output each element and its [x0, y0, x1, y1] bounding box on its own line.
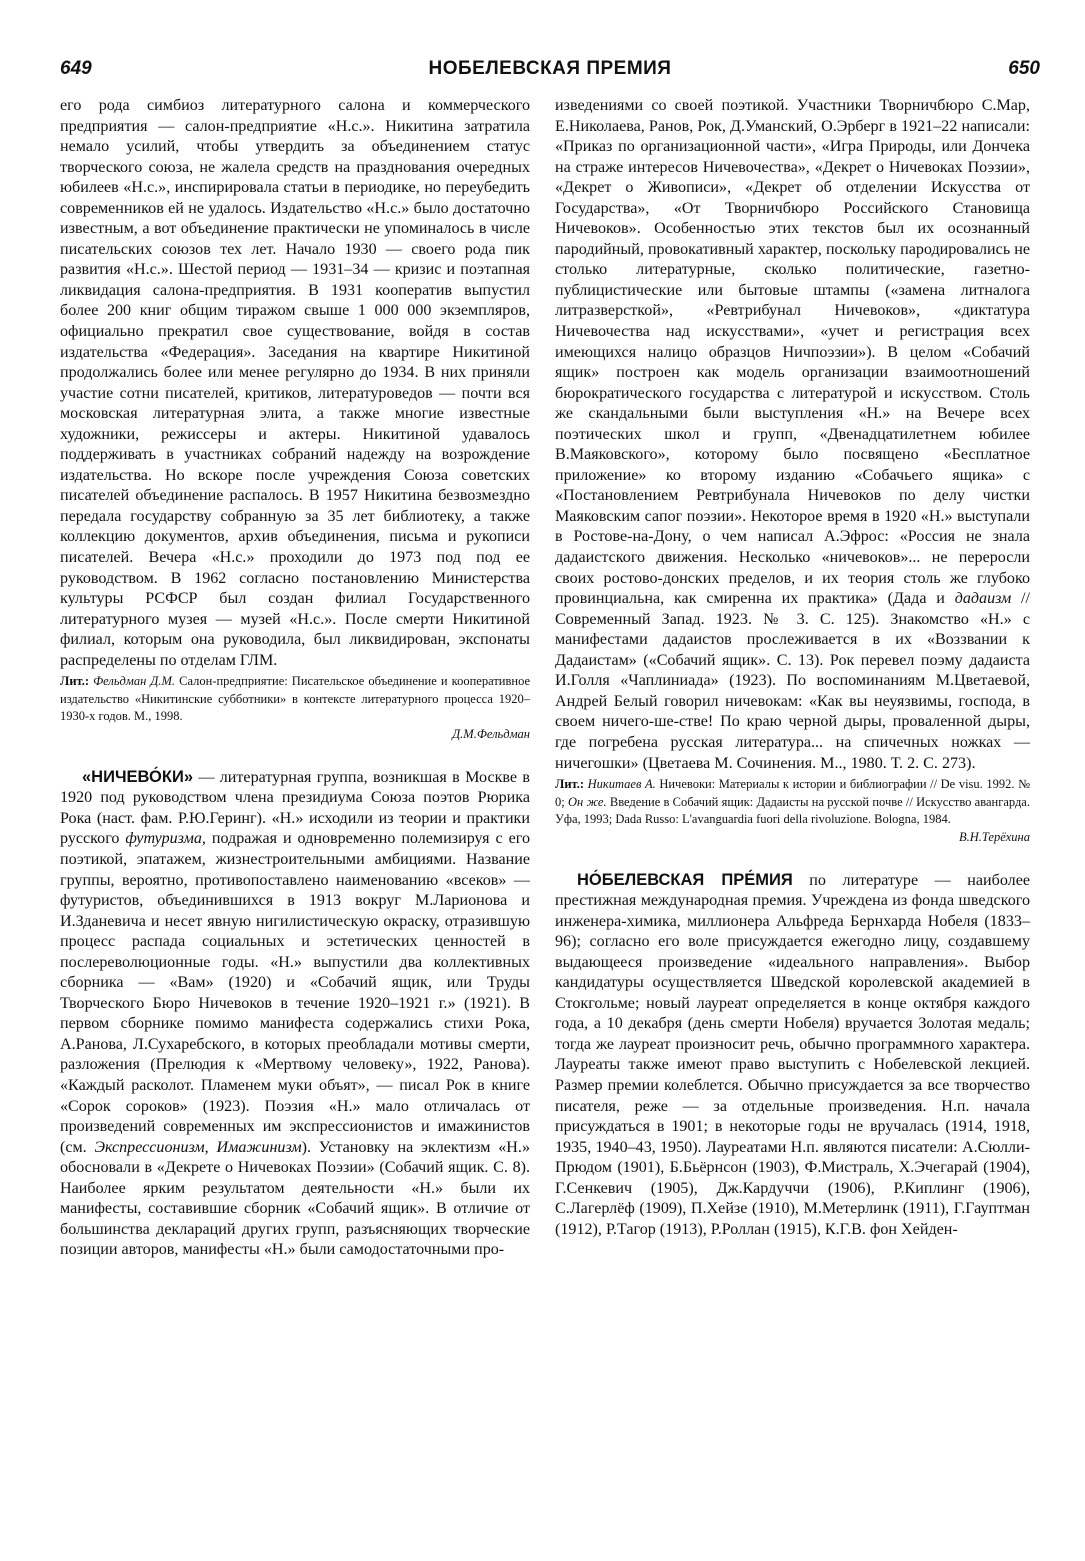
cross-reference: дадаизм: [954, 590, 1012, 608]
literature-text: Салон-предприятие: Писательское объединение и кооперативное издательство «Никитинские субботники» в контексте литературного процесса 1920–1930-х годов. М., 1998.: [60, 674, 531, 724]
literature-note: [555, 776, 1030, 829]
nikitin-entry-continuation: его рода симбиоз литературного салона и коммерческого предприятия — салон-предприятие «Н.с.». Никитина затратила немало усилий, чтобы утвердить за объединением статус творческого союза, не жалела средств на празднования очередных юбилеев «Н.с.», инспирировала статьи в периодике, но переубедить современников ей не удалось. Издательство «Н.с.» было достаточно известным, а вот объединение практически не упоминалось в числе писательских союзов тех лет. Начало 1930 — своего рода пик развития «Н.с.». Шестой период — 1931–34 — кризис и поэтапная ликвидация салона-предприятия. В 1931 кооператив выпустил более 200 книг общим тиражом свыше 1 000 000 экземпляров, официально прекратил свое существование, войдя в состав издательства «Федерация». Заседания на квартире Никитиной продолжались более или менее регулярно до 1934. В них приняли участие сотни писателей, критиков, литературоведов — почти вся московская литературная элита, а также многие известные художники, режиссеры и актеры. Никитиной удавалось поддерживать в участниках собраний надежду на возрождение издательства. Но вскоре после учреждения Союза советских писателей объединение распалось. В 1957 Никитина безвозмездно передала государству собранную за 35 лет библиотеку, а также коллекцию документов, архив объединения, письма и рукописи писателей. Вечера «Н.с.» проходили до 1973 под под ее руководством. В 1962 согласно постановлению Министерства культуры РСФСР был создан филиал Государственного литературного музея — музей «Н.с.». После смерти Никитиной филиал, которым она руководила, был ликвидирован, экспонаты распределены по отделам ГЛМ.: [60, 97, 530, 669]
entry-headword: НО́БЕЛЕВСКАЯ ПРЕ́МИЯ: [577, 870, 793, 889]
cross-reference: Экспрессионизм, Имажинизм: [94, 1138, 302, 1156]
cross-reference: футуризма,: [125, 830, 206, 848]
running-head: НОБЕЛЕВСКАЯ ПРЕМИЯ: [428, 58, 672, 79]
entry-text: по литературе — наиболее престижная международная премия. Учреждена из фонда шведского инженера-химика, миллионера Альфреда Бернхарда Нобеля (1833–96); согласно его воле присуждается ежегодно лицу, создавшему выдающееся произведение «идеального направления». Выбор кандидатуры осуществляется Шведской королевской академией в Стокгольме; новый лауреат определяется в конце октября каждого года, а 10 декабря (день смерти Нобеля) вручается Золотая медаль; тогда же лауреат произносит речь, обычно программного характера. Лауреаты также имеют право выступить с Нобелевской лекцией. Размер премии колеблется. Обычно присуждается за все творчество писателя, реже — за отдельные произведения. Н.п. начала присуждаться в 1901; в некоторые годы не вручалась (1914, 1918, 1935, 1940–43, 1950). Лауреатами Н.п. являются писатели: А.Сюлли-Прюдом (1901), Б.Бьёрнсон (1903), Ф.Мистраль, Х.Эчегарай (1904), Г.Сенкевич (1905), Дж.Кардуччи (1906), Р.Киплинг (1906), С.Лагерлёф (1909), П.Хейзе (1910), М.Метерлинк (1911), Г.Гауптман (1912), Р.Тагор (1913), Р.Роллан (1915), К.Г.В. фон Хейден-: [555, 871, 1030, 1238]
entry-text: // Современный Запад. 1923. № 3. С. 125). Знакомство «Н.» с манифестами дадаистов прослеживается в их «Воззвании к Дадаистам» («Собачий ящик». С. 13). Рок перевел поэму дадаиста И.Голля «Чаплиниада» (1923). По воспоминаниям М.Цветаевой, Андрей Белый говорил ничевокам: «Как вы неуязвимы, господа, в своем ничего-ше-стве! По краю черной дыры, провaленной дыры, где погребена русская литература... на спичечных ножках — ничегошки» (Цветаева М. Сочинения. М.., 1980. Т. 2. С. 273).: [555, 590, 1031, 772]
page-header: [60, 58, 1040, 92]
literature-label: Лит.:: [555, 777, 585, 792]
nichevoki-entry: [60, 767, 530, 1261]
literature-note: [60, 673, 530, 726]
author-signature: В.Н.Терёхина: [958, 829, 1030, 844]
entry-text: — литературная группа, возникшая в Москве в 1920 под руководством члена президиума Союза поэтов Рюрика Рока (наст. фам. Р.Ю.Геринг). «Н.» исходили из теории и практики русского: [60, 768, 530, 848]
entry-text: ). Установку на эклектизм «Н.» обосновали в «Декрете о Ничевоках Поэзии» (Собачий ящик. С. 8). Наиболее ярким результатом деятельности «Н.» были их манифесты, составившие сборник «Собачий ящик». В отличие от большинства деклараций других групп, разъясняющих творческие позиции авторов, манифесты «Н.» были самодостаточными про-: [60, 1138, 531, 1259]
author-signature: Д.М.Фельдман: [452, 726, 530, 741]
literature-label: Лит.:: [60, 674, 90, 689]
nobel-prize-entry: [555, 870, 1030, 1241]
nichevoki-entry-continuation: [555, 96, 1030, 774]
literature-author: Он же.: [567, 794, 607, 809]
right-column: [555, 96, 1030, 1240]
page-number-left: 649: [60, 58, 92, 79]
entry-text: изведениями со своей поэтикой. Участники Творничбюро С.Мар, Е.Николаева, Ранов, Рок, Д.Уманский, О.Эрберг в 1921–22 написали: «Приказ по организационной части», «Игра Природы, или Дончека на страже интересов Ничевочества», «Декрет о Ничевоках Поэзии», «Декрет о Живописи», «Декрет об отделении Искусства от Государства», «От Творничбюро Российского Становища Ничевоков». Особенностью этих текстов был их осознанный пародийный, провокативный характер, поскольку пародировались не столько литературные, сколько политические, газетно-публицистические или бытовые штампы («замена литналога литразверсткой», «Ревтрибунал Ничевоков», «диктатура Ничевочества над искусствами», «учет и регистрация всех имеющихся налицо образцов Ничпоэзии»). В целом «Собачий ящик» построен как модель организации взаимоотношений бюрократического государства с литературой и искусством. Столь же скандальными были выступления «Н.» на Вечере всех поэтических школ и групп, «Двенадцатилетнем юбилее В.Маяковского», которому было посвящено «Бесплатное приложение» ко второму изданию «Собачьего ящика» с «Постановлением Ревтрибунала Ничевоков по делу чистки Маяковским сапог поэзии». Некоторое время в 1920 «Н.» выступали в Ростове-на-Дону, о чем написал А.Эфрос: «Россия не знала дадаистского движения. Несколько «ничевоков»... не переросли своих ростово-донских пределов, и их теория столь же глубоко провинциальна, как смиренна их практика» (Дада и: [555, 97, 1030, 608]
entry-headword: «НИЧЕВО́КИ»: [82, 767, 193, 786]
literature-text: Введение в Собачий ящик: Дадаисты на русской почве // Искусство авангарда. Уфа, 1993; Dada Russo: L'avanguardia fuori della rivoluzione. Bologna, 1984.: [555, 794, 1030, 827]
page-number-right: 650: [1008, 58, 1040, 79]
literature-author: Фельдман Д.М.: [93, 674, 176, 689]
literature-author: Никитаев А.: [587, 777, 656, 792]
literature-text: Ничевоки: Материалы к истории и библиографии // De visu. 1992. № 0;: [555, 777, 1030, 809]
left-column: [60, 96, 530, 1261]
entry-text: подражая и одновременно полемизируя с его поэтикой, эпатажем, жизнестроительными амбициями. Название группы, вероятно, противопоставлено наименованию «всеков» — футуристов, объединившихся в 1913 вокруг М.Ларионова и И.Зданевича и несет явную нигилистическую окраску, отразившую процесс распада социальных и эстетических ценностей в послереволюционные годы. «Н.» выпустили два коллективных сборника — «Вам» (1920) и «Собачий ящик, или Труды Творческого Бюро Ничевоков в течение 1920–1921 г.» (1921). В первом сборнике помимо манифеста содержались стихи Рока, А.Ранова, Л.Сухаребского, в которых преобладали мотивы смерти, разложения (Прелюдия к «Мертвому человеку», 1922, Ранова). «Каждый расколот. Пламенем муки объят», — писал Рок в книге «Сорок сороков» (1923). Поэзия «Н.» мало отличалась от произведений современных им экспрессионистов и имажинистов (см.: [60, 830, 530, 1156]
